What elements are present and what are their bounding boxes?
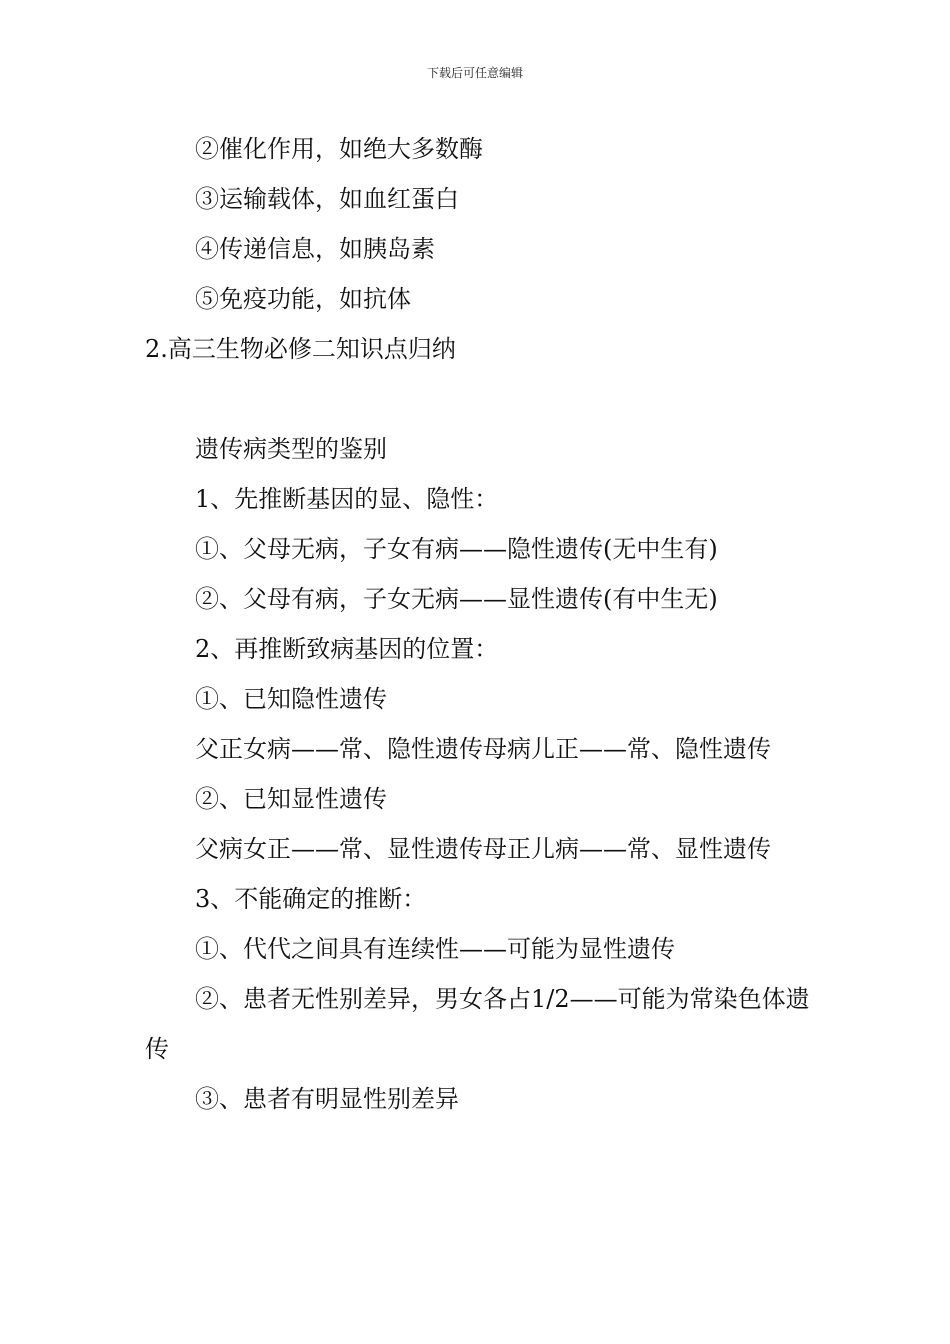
step-1-rule-2: ②、父母有病，子女无病——显性遗传(有中生无) [195,585,718,613]
step-3-rule-1: ①、代代之间具有连续性——可能为显性遗传 [195,935,675,963]
step-3-rule-2: ②、患者无性别差异，男女各占1/2——可能为常染色体遗传 [145,985,810,1063]
step-2-case-1: ①、已知隐性遗传 [195,685,387,713]
step-2-case-2-detail: 父病女正——常、显性遗传母正儿病——常、显性遗传 [195,835,771,863]
step-1: 1、先推断基因的显、隐性： [195,485,499,513]
step-3: 3、不能确定的推断： [195,885,427,913]
document-body [145,124,810,1124]
subsection-title: 遗传病类型的鉴别 [195,435,387,463]
paragraph-catalysis: ②催化作用，如绝大多数酶 [195,135,483,163]
section-heading: 2.高三生物必修二知识点归纳 [145,335,456,363]
step-1-rule-1: ①、父母无病，子女有病——隐性遗传(无中生有) [195,535,718,563]
paragraph-immunity: ⑤免疫功能，如抗体 [195,285,411,313]
paragraph-transport: ③运输载体，如血红蛋白 [195,185,459,213]
step-2: 2、再推断致病基因的位置： [195,635,499,663]
paragraph-signal: ④传递信息，如胰岛素 [195,235,435,263]
blank-line [145,374,810,424]
step-2-case-2: ②、已知显性遗传 [195,785,387,813]
page-header: 下载后可任意编辑 [426,66,523,80]
step-2-case-1-detail: 父正女病——常、隐性遗传母病儿正——常、隐性遗传 [195,735,771,763]
step-3-rule-3: ③、患者有明显性别差异 [195,1085,459,1113]
